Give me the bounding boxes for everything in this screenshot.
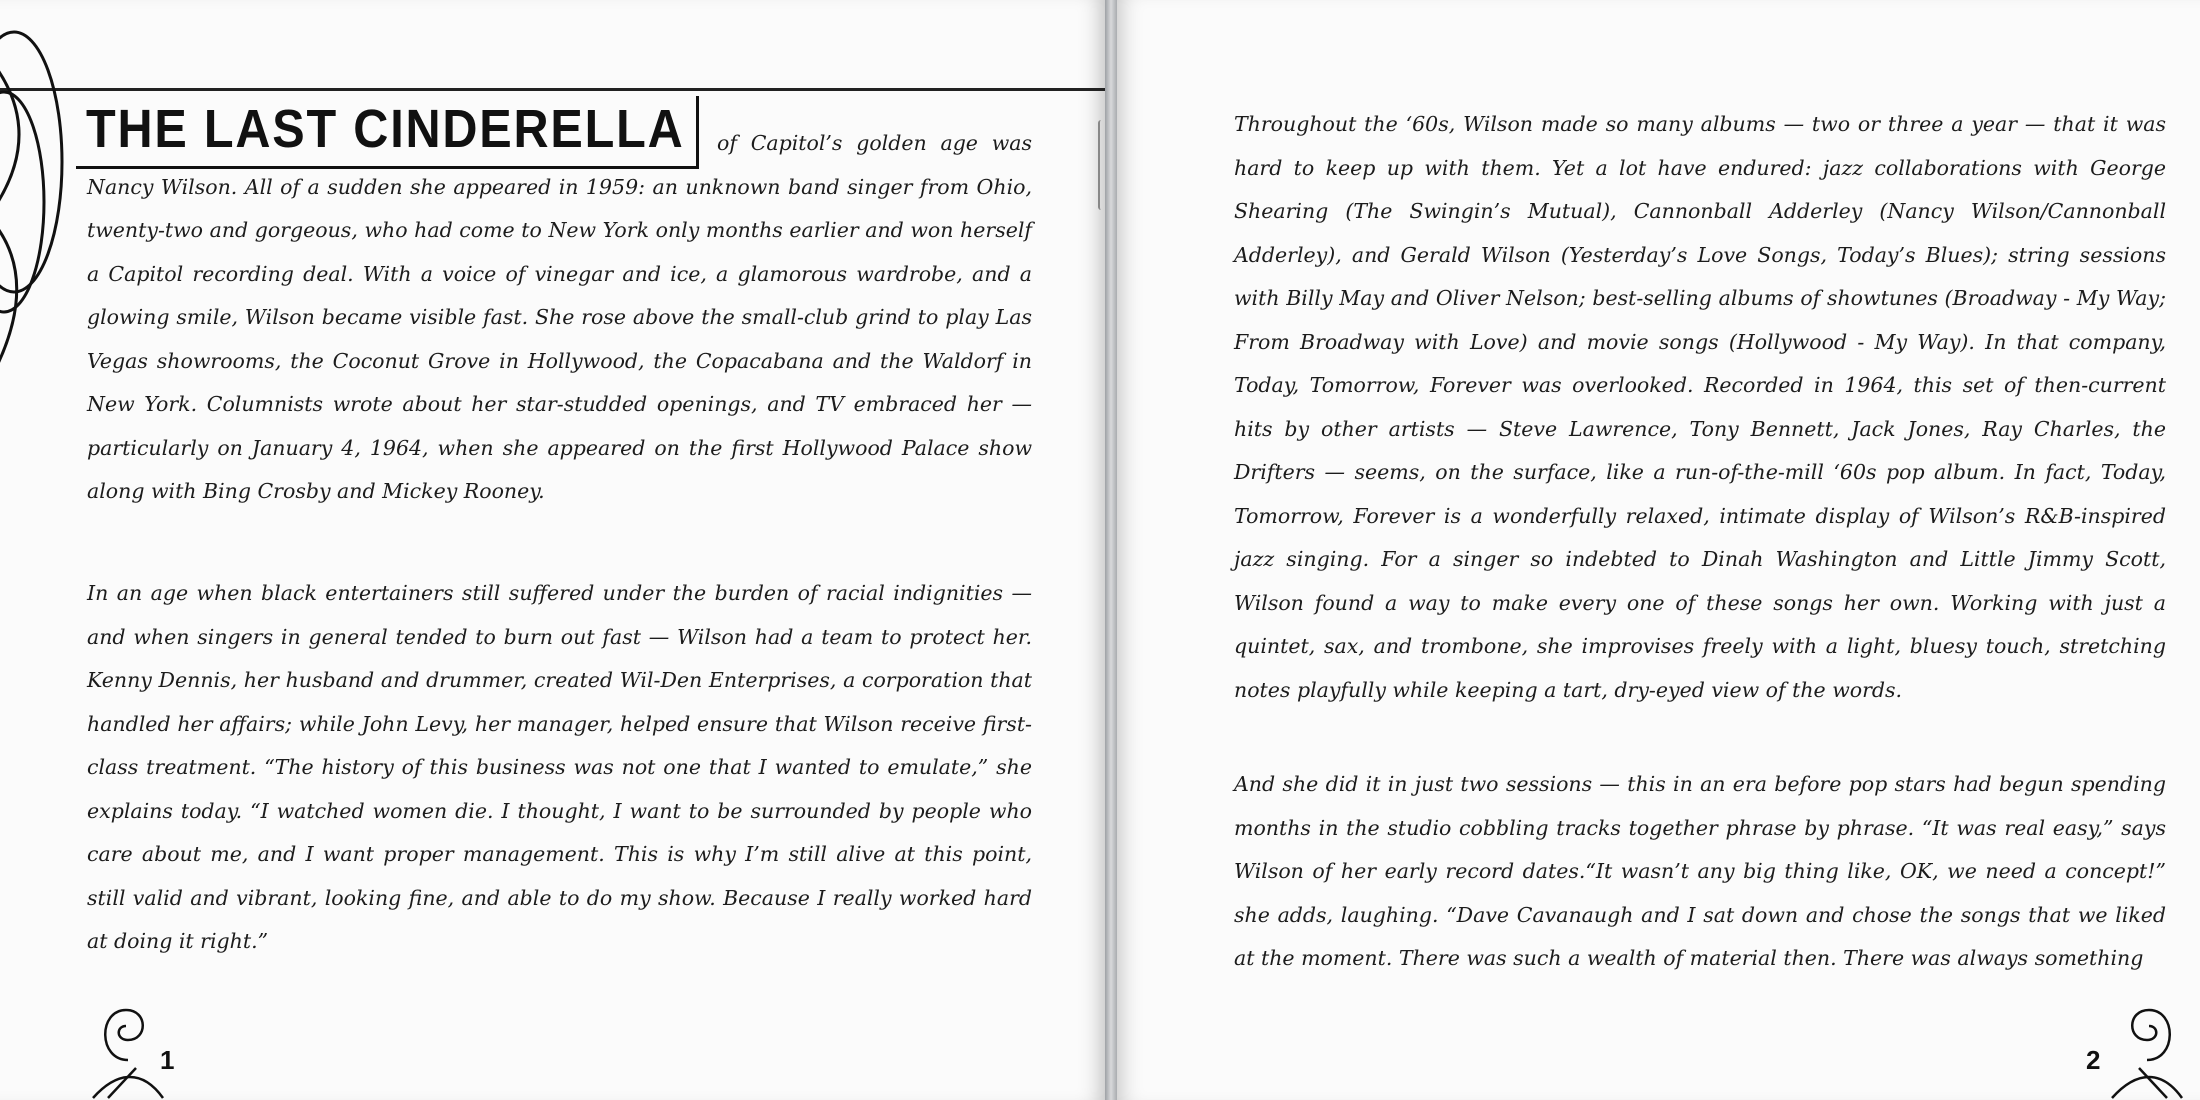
right-page (1117, 0, 2200, 1100)
right-paragraph-2 (1234, 763, 2166, 981)
left-paragraph-1 (87, 122, 1032, 514)
paragraph-text: of Capitol’s golden age was Nancy Wilson. All of a sudden she appeared in 1959: an unknown band singer from Ohio, twenty-two and gorgeous, who had come to New York only months earlier and won herself a Capitol recording deal. With a voice of vinegar and ice, a glamorous wardrobe, and a glowing smile, Wilson became visible fast. She rose above the small-club grind to play Las Vegas showrooms, the Coconut Grove in Hollywood, the Copacabana and the Waldorf in New York. Columnists wrote about her star-studded openings, and TV embraced her — particularly on January 4, 1964, when she appeared on the first Hollywood Palace show along with Bing Crosby and Mickey Rooney. (87, 131, 1032, 503)
flourish-ornament-icon (2107, 990, 2187, 1100)
swirl-ornament-icon (0, 12, 84, 382)
left-paragraph-2 (87, 572, 1032, 964)
page-title: THE LAST CINDERELLA (86, 99, 685, 159)
paragraph-text: In an age when black entertainers still suffered under the burden of racial indignities — and when singers in general tended to burn out fast — Wilson had a team to protect her. Kenny Dennis, her husband and drummer, created Wil-Den Enterprises, a corporation that handled her affairs; while John Levy, her manager, helped ensure that Wilson receive first-class treatment. “The history of this business was not one that I wanted to emulate,” she explains today. “I watched women die. I thought, I want to be surrounded by people who care about me, and I want proper management. This is why I’m still alive at this point, still valid and vibrant, looking fine, and able to do my show. Because I really worked hard at doing it right.” (87, 581, 1032, 953)
page-number: 2 (2086, 1045, 2101, 1075)
paragraph-text: Throughout the ‘60s, Wilson made so many albums — two or three a year — that it was hard to keep up with them. Yet a lot have endured: jazz collaborations with George Shearing (The Swingin’s Mutual), Cannonball Adderley (Nancy Wilson/Cannonball Adderley), and Gerald Wilson (Yesterday’s Love Songs, Today’s Blues); string sessions with Billy May and Oliver Nelson; best-selling albums of showtunes (Broadway - My Way; From Broadway with Love) and movie songs (Hollywood - My Way). In that company, Today, Tomorrow, Forever was overlooked. Recorded in 1964, this set of then-current hits by other artists — Steve Lawrence, Tony Bennett, Jack Jones, Ray Charles, the Drifters — seems, on the surface, like a run-of-the-mill ‘60s pop album. In fact, Today, Tomorrow, Forever is a wonderfully relaxed, intimate display of Wilson’s R&B-inspired jazz singing. For a singer so indebted to Dinah Washington and Little Jimmy Scott, Wilson found a way to make every one of these songs her own. Working with just a quintet, sax, and trombone, she improvises freely with a light, bluesy touch, stretching notes playfully while keeping a tart, dry-eyed view of the words. (1234, 112, 2166, 702)
right-paragraph-1 (1234, 103, 2166, 712)
header-rule (0, 88, 1105, 91)
paragraph-text: And she did it in just two sessions — this in an era before pop stars had begun spending months in the studio cobbling tracks together phrase by phrase. “It was real easy,” says Wilson of her early record dates.“It wasn’t any big thing like, OK, we need a concept!” she adds, laughing. “Dave Cavanaugh and I sat down and chose the songs that we liked at the moment. There was such a wealth of material then. There was always something (1234, 772, 2166, 970)
flourish-ornament-icon (88, 990, 168, 1100)
binding-staple (1098, 120, 1108, 210)
page-number: 1 (160, 1045, 175, 1075)
